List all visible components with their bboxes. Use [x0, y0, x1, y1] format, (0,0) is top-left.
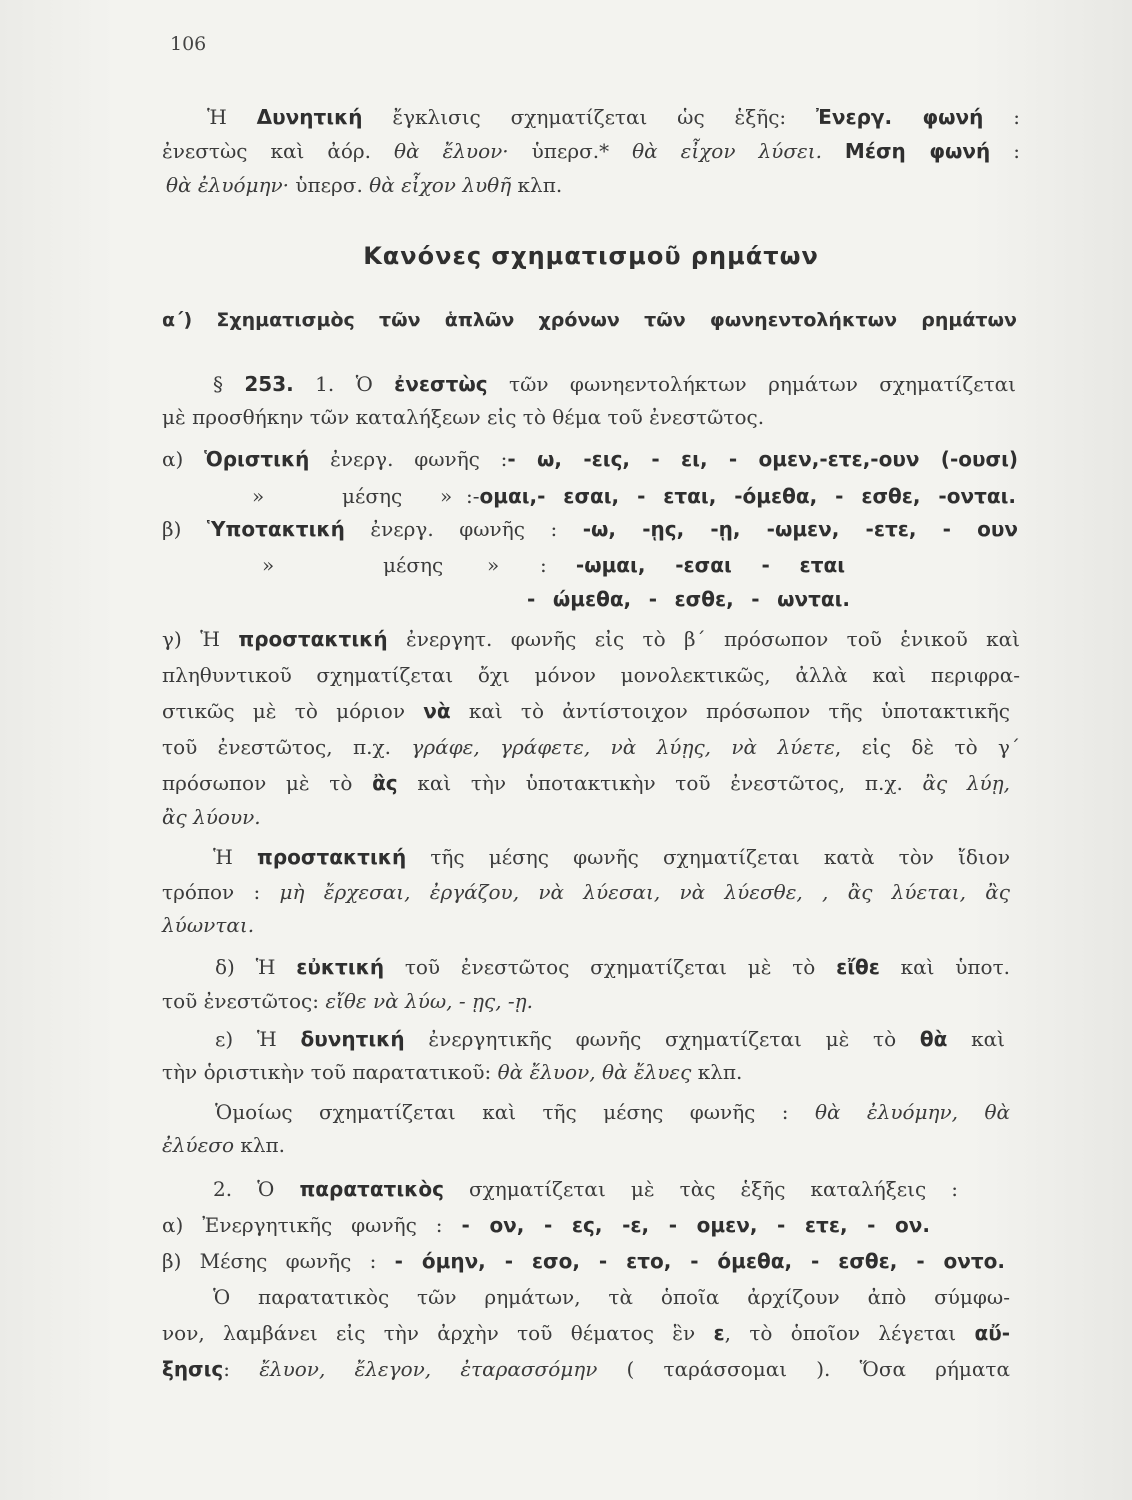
endings: ομαι,- εσαι, - εται, -όμεθα, - εσθε, -ονται.	[479, 484, 1016, 508]
text-run: ἔγκλισις σχηματίζεται ὡς ἑξῆς:	[362, 105, 816, 129]
present-intro-line-1	[213, 369, 1016, 399]
text-run: τῆς μέσης φωνῆς σχηματίζεται κατὰ τὸν ἴδιον	[406, 845, 1011, 869]
text-run: καὶ τὴν ὑποτακτικὴν τοῦ ἐνεστῶτος, π.χ.	[397, 771, 923, 795]
text-run: κλπ.	[234, 1133, 286, 1157]
endings: - όμην, - εσο, - ετο, - όμεθα, - εσθε, - οντο.	[394, 1249, 1005, 1273]
endings: - ον, - ες, -ε, - ομεν, - ετε, - ον.	[461, 1213, 931, 1237]
italic-example: εἴθε νὰ λύω, - ῃς, -ῃ.	[325, 989, 534, 1013]
optative-line-2	[162, 986, 533, 1016]
ditto-mark: »	[487, 553, 500, 577]
intro-line-2	[162, 136, 1020, 166]
text-run: Ὁμοίως σχηματίζεται καὶ τῆς μέσης φωνῆς :	[215, 1100, 815, 1124]
bold-term: Δυνητική	[256, 105, 363, 129]
text-run: ἐνεργητικῆς φωνῆς σχηματίζεται μὲ τὸ	[404, 1027, 920, 1051]
text-run: :	[540, 553, 576, 577]
subsection-heading: α΄) Σχηματισμὸς τῶν ἁπλῶν χρόνων τῶν φωνηεντολήκτων ρημάτων	[162, 309, 1017, 331]
endings: -ω, -ῃς, -ῃ, -ωμεν, -ετε, - ουν	[582, 517, 1018, 541]
endings: -ωμαι, -εσαι - εται	[575, 553, 845, 577]
imperative-middle-line-3	[162, 910, 254, 940]
imperative-middle-line-1	[213, 842, 1010, 872]
text-run: ὑπερσ.*	[508, 139, 633, 163]
text-run: Ὁ παρατατικὸς τῶν ρημάτων, τὰ ὁποῖα ἀρχίζουν ἀπὸ σύμφω-	[213, 1285, 1010, 1309]
bold-term: ἐνεστὼς	[394, 372, 488, 396]
text-run: α)	[162, 447, 205, 471]
text-run: τοῦ ἐνεστῶτος σχηματίζεται μὲ τὸ	[384, 955, 837, 979]
imperative-line-2	[162, 660, 1020, 690]
text-run: ἐνεστὼς καὶ ἀόρ.	[162, 139, 394, 163]
potential-middle-line-2	[162, 1130, 285, 1160]
text-run: καὶ ὑποτ.	[879, 955, 1010, 979]
potential-line-1	[215, 1024, 1005, 1054]
imperfect-middle-line	[162, 1246, 1005, 1276]
paragraph-number: 253.	[244, 372, 294, 396]
imperative-line-6	[162, 802, 261, 832]
text-run: πληθυντικοῦ σχηματίζεται ὄχι μόνον μονολεκτικῶς, ἀλλὰ καὶ περιφρα-	[162, 663, 1020, 687]
text-run: καὶ	[947, 1027, 1005, 1051]
voice-label: μέσης	[383, 553, 444, 577]
bold-term: παρατατικὸς	[299, 1177, 444, 1201]
text-run: τὴν ὁριστικὴν τοῦ παρατατικοῦ:	[162, 1060, 498, 1084]
potential-line-2	[162, 1057, 742, 1087]
text-run: ἐνεργ. φωνῆς :	[309, 447, 508, 471]
italic-example: λύωνται.	[162, 913, 255, 937]
text-run: :	[983, 105, 1020, 129]
italic-example: ἂς λύῃ,	[922, 771, 1011, 795]
bold-term: ξησις	[162, 1357, 224, 1381]
bold-term: αὔ-	[974, 1321, 1010, 1345]
indicative-middle-endings	[466, 481, 1016, 511]
text-run: , εἰς δὲ τὸ γ΄	[834, 735, 1020, 759]
text-run: τρόπον :	[162, 880, 280, 904]
bold-term: δυνητική	[300, 1027, 405, 1051]
imperative-middle-line-2	[162, 877, 1010, 907]
italic-example: ἐλύεσο	[162, 1133, 234, 1157]
page-number: 106	[170, 33, 207, 55]
italic-example: θὰ ἐλυόμην, θὰ	[814, 1100, 1010, 1124]
imperative-line-4	[162, 732, 1020, 762]
text-run: 1. Ὁ	[293, 372, 395, 396]
italic-example: θὰ ἐλυόμην·	[166, 173, 290, 197]
augment-line-2	[162, 1318, 1010, 1348]
text-run: γ) Ἡ	[162, 627, 239, 651]
section-heading: Κανόνες σχηματισμοῦ ρημάτων	[363, 242, 819, 270]
text-run: ὑπερσ.	[289, 173, 370, 197]
text-run: Ἡ	[207, 105, 257, 129]
text-run: §	[213, 372, 245, 396]
italic-example: μὴ ἔρχεσαι, ἐργάζου, νὰ λύεσαι, νὰ λύεσθε, , ἂς λύεται, ἂς	[279, 880, 1010, 904]
bold-term: προστακτική	[257, 845, 407, 869]
augment-line-3	[162, 1354, 1010, 1384]
intro-line-1	[207, 102, 1020, 132]
bold-term: προστακτική	[238, 627, 388, 651]
italic-example: ἂς λύουν.	[162, 805, 261, 829]
text-run: ε) Ἡ	[215, 1027, 301, 1051]
imperfect-intro-line	[213, 1174, 958, 1204]
potential-middle-line-1	[215, 1097, 1010, 1127]
text-run: , τὸ ὁποῖον λέγεται	[724, 1321, 975, 1345]
bold-term: εὐκτική	[296, 955, 385, 979]
bold-term: θὰ	[919, 1027, 948, 1051]
imperfect-active-line	[162, 1210, 930, 1240]
text-run: τοῦ ἐνεστῶτος, π.χ.	[162, 735, 412, 759]
ditto-mark: »	[262, 553, 275, 577]
text-run: σχηματίζεται μὲ τὰς ἑξῆς καταλήξεις :	[443, 1177, 959, 1201]
ditto-mark: »	[252, 484, 265, 508]
ditto-mark: »	[440, 484, 453, 508]
text-run: καὶ τὸ ἀντίστοιχον πρόσωπον τῆς ὑποτακτικῆς	[450, 699, 1010, 723]
text-run: α) Ἐνεργητικῆς φωνῆς :	[162, 1213, 462, 1237]
voice-label: μέσης	[342, 484, 403, 508]
imperative-line-3	[162, 696, 1010, 726]
bold-term: ἂς	[372, 771, 398, 795]
text-run: β) Μέσης φωνῆς :	[162, 1249, 395, 1273]
bold-term: Ἐνεργ. φωνή	[815, 105, 984, 129]
text-run: τῶν φωνηεντολήκτων ρημάτων σχηματίζεται	[487, 372, 1017, 396]
present-intro-line-2	[162, 402, 764, 432]
optative-line-1	[215, 952, 1010, 982]
text-run: ( ταράσσομαι ). Ὅσα ρήματα	[597, 1357, 1010, 1381]
imperative-line-5	[162, 768, 1010, 798]
subjunctive-middle-endings	[540, 550, 845, 580]
italic-example: θὰ εἶχον λύσει.	[632, 139, 845, 163]
text-run: :-	[466, 484, 480, 508]
bold-term: νὰ	[423, 699, 451, 723]
bold-term: εἴθε	[836, 955, 880, 979]
text-run: τοῦ ἐνεστῶτος:	[162, 989, 326, 1013]
bold-term: ε	[713, 1321, 725, 1345]
text-run: πρόσωπον μὲ τὸ	[162, 771, 373, 795]
text-run: κλπ.	[511, 173, 563, 197]
italic-example: θὰ εἶχον λυθῆ	[369, 173, 512, 197]
text-run: :	[990, 139, 1020, 163]
subjunctive-middle-endings-cont: - ώμεθα, - εσθε, - ωνται.	[527, 587, 850, 611]
subjunctive-active-line	[162, 514, 1018, 544]
italic-example: θὰ ἔλυον·	[393, 139, 509, 163]
text-run: :	[223, 1357, 260, 1381]
text-run: κλπ.	[691, 1060, 743, 1084]
text-run: Ἡ	[213, 845, 258, 869]
text-run: β)	[162, 517, 207, 541]
text-run: νον, λαμβάνει εἰς τὴν ἀρχὴν τοῦ θέματος ἓν	[162, 1321, 714, 1345]
bold-term: Μέση φωνή	[844, 139, 991, 163]
text-run: 2. Ὁ	[213, 1177, 300, 1201]
text-run: στικῶς μὲ τὸ μόριον	[162, 699, 424, 723]
text-run: ἐνεργητ. φωνῆς εἰς τὸ β΄ πρόσωπον τοῦ ἑνικοῦ καὶ	[387, 627, 1020, 651]
text-run: ἐνεργ. φωνῆς :	[344, 517, 583, 541]
text-run: μὲ προσθήκην τῶν καταλήξεων εἰς τὸ θέμα τοῦ ἐνεστῶτος.	[162, 405, 765, 429]
italic-example: θὰ ἔλυον, θὰ ἔλυες	[497, 1060, 692, 1084]
italic-example: ἔλυον, ἔλεγον, ἐταρασσόμην	[259, 1357, 598, 1381]
text-run: δ) Ἡ	[215, 955, 297, 979]
bold-term: Ὁριστική	[204, 447, 310, 471]
bold-term: Ὑποτακτική	[206, 517, 345, 541]
endings: - ω, -εις, - ει, - ομεν,-ετε,-ουν (-ουσι)	[507, 447, 1019, 471]
imperative-line-1	[162, 624, 1020, 654]
augment-line-1	[213, 1282, 1010, 1312]
indicative-active-line	[162, 444, 1018, 474]
intro-line-3	[166, 170, 562, 200]
italic-example: γράφε, γράφετε, νὰ λύῃς, νὰ λύετε	[411, 735, 835, 759]
